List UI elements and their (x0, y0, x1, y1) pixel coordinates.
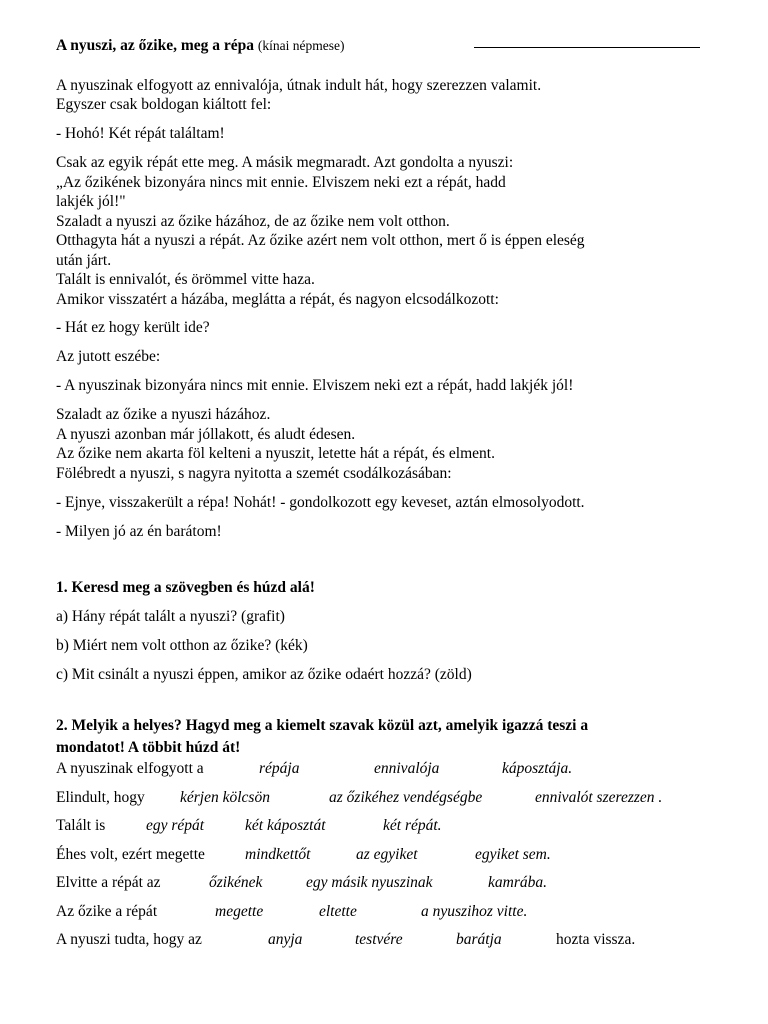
title-subtitle: (kínai népmese) (257, 38, 345, 53)
answer-option[interactable]: megette (215, 903, 264, 920)
answer-option[interactable]: kérjen kölcsön (180, 789, 270, 806)
task2-sentence-start: Elvitte a répát az (56, 874, 161, 891)
task2-sentence-start: A nyuszinak elfogyott a (56, 760, 204, 777)
answer-option[interactable]: eltette (319, 903, 357, 920)
story-line: - Hohó! Két répát találtam! (56, 125, 225, 142)
task2-sentence-start: Talált is (56, 817, 106, 834)
task1-question: a) Hány répát talált a nyuszi? (grafit) (56, 608, 285, 625)
name-blank-line (474, 46, 700, 48)
task1-question: c) Mit csinált a nyuszi éppen, amikor az őzike odaért hozzá? (zöld) (56, 666, 472, 683)
answer-option[interactable]: káposztája. (502, 760, 573, 777)
story-line: „Az őzikének bizonyára nincs mit ennie. Elviszem neki ezt a répát, hadd (56, 174, 506, 191)
task2-sentence-start: A nyuszi tudta, hogy az (56, 931, 202, 948)
answer-option[interactable]: barátja (456, 931, 502, 948)
answer-option[interactable]: egyiket sem. (475, 846, 551, 863)
story-line: A nyuszinak elfogyott az ennivalója, útnak indult hát, hogy szerezzen valamit. (56, 77, 542, 94)
story-line: Csak az egyik répát ette meg. A másik megmaradt. Azt gondolta a nyuszi: (56, 154, 514, 171)
answer-option[interactable]: az őzikéhez vendégségbe (329, 789, 483, 806)
task2-sentence-end: hozta vissza. (556, 931, 636, 948)
story-line: Amikor visszatért a házába, meglátta a répát, és nagyon elcsodálkozott: (56, 291, 499, 308)
story-line: A nyuszi azonban már jóllakott, és aludt édesen. (56, 426, 356, 443)
story-line: Szaladt a nyuszi az őzike házához, de az őzike nem volt otthon. (56, 213, 450, 230)
story-line: - Milyen jó az én barátom! (56, 523, 222, 540)
answer-option[interactable]: répája (259, 760, 300, 777)
story-line: - Ejnye, visszakerült a répa! Nohát! - gondolkozott egy keveset, aztán elmosolyodott. (56, 494, 585, 511)
title-text: A nyuszi, az őzike, meg a répa (56, 37, 255, 54)
answer-option[interactable]: mindkettőt (245, 846, 311, 863)
answer-option[interactable]: ennivalója (374, 760, 440, 777)
answer-option[interactable]: egy répát (146, 817, 205, 834)
story-line: Az jutott eszébe: (56, 348, 161, 365)
page-title (56, 36, 345, 55)
answer-option[interactable]: kamrába. (488, 874, 547, 891)
answer-option[interactable]: egy másik nyuszinak (306, 874, 433, 891)
task2-heading: 2. Melyik a helyes? Hagyd meg a kiemelt szavak közül azt, amelyik igazzá teszi a (56, 717, 589, 734)
answer-option[interactable]: ennivalót szerezzen . (535, 789, 663, 806)
story-line: Szaladt az őzike a nyuszi házához. (56, 406, 271, 423)
task2-sentence-start: Elindult, hogy (56, 789, 145, 806)
task2-heading: mondatot! A többit húzd át! (56, 739, 241, 756)
task2-sentence-start: Éhes volt, ezért megette (56, 846, 205, 863)
answer-option[interactable]: a nyuszihoz vitte. (421, 903, 528, 920)
answer-option[interactable]: két káposztát (245, 817, 326, 834)
answer-option[interactable]: az egyiket (356, 846, 418, 863)
story-line: - A nyuszinak bizonyára nincs mit ennie. Elviszem neki ezt a répát, hadd lakjék jól! (56, 377, 574, 394)
story-line: - Hát ez hogy került ide? (56, 319, 210, 336)
task1-question: b) Miért nem volt otthon az őzike? (kék) (56, 637, 308, 654)
answer-option[interactable]: anyja (268, 931, 303, 948)
story-line: Talált is ennivalót, és örömmel vitte haza. (56, 271, 315, 288)
story-line: Az őzike nem akarta föl kelteni a nyuszit, letette hát a répát, és elment. (56, 445, 495, 462)
story-line: Otthagyta hát a nyuszi a répát. Az őzike azért nem volt otthon, mert ő is éppen eleség (56, 232, 585, 249)
story-line: Fölébredt a nyuszi, s nagyra nyitotta a szemét csodálkozásában: (56, 465, 452, 482)
story-line: lakjék jól!" (56, 193, 126, 210)
answer-option[interactable]: testvére (355, 931, 403, 948)
answer-option[interactable]: őzikének (209, 874, 263, 891)
task2-sentence-start: Az őzike a répát (56, 903, 158, 920)
story-line: után járt. (56, 252, 112, 269)
story-line: Egyszer csak boldogan kiáltott fel: (56, 96, 272, 113)
task1-heading: 1. Keresd meg a szövegben és húzd alá! (56, 579, 315, 596)
answer-option[interactable]: két répát. (383, 817, 442, 834)
